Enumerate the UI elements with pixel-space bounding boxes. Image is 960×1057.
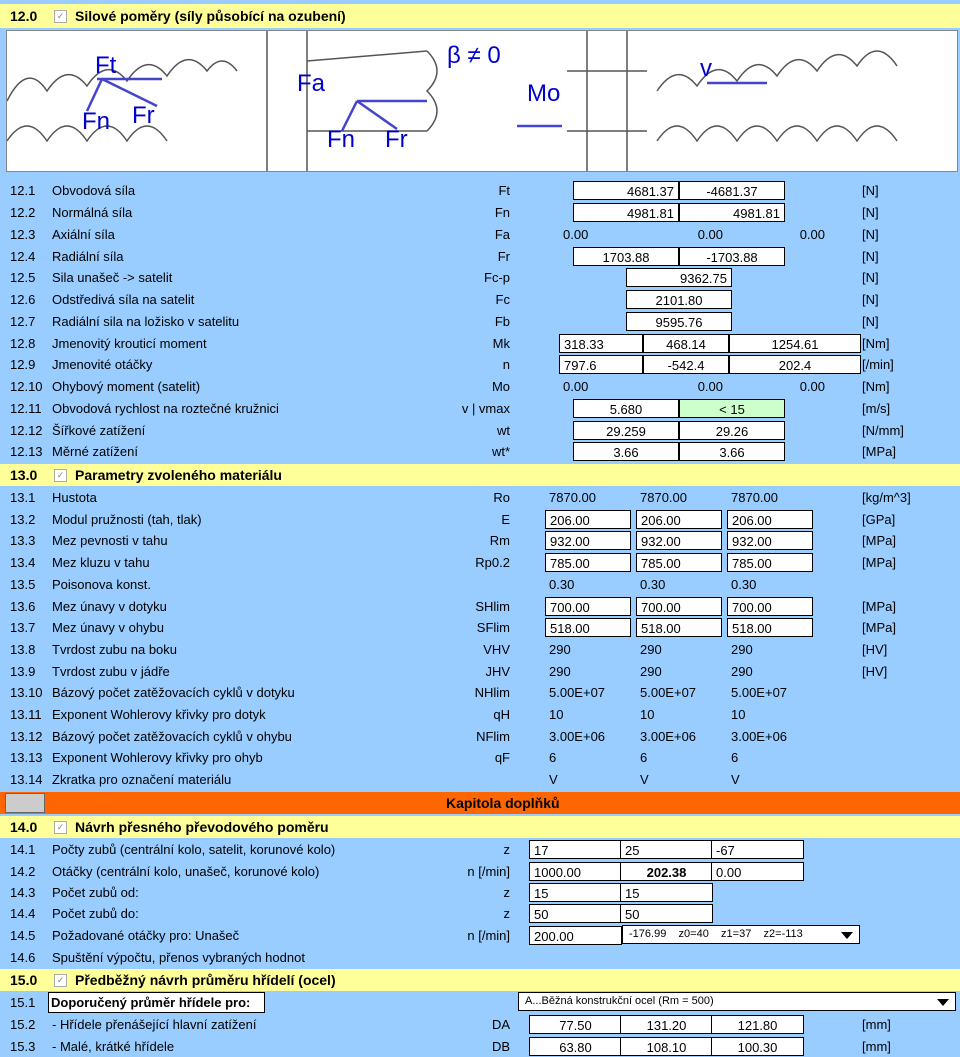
value-cell[interactable]: 1000.00 bbox=[529, 862, 622, 881]
row-number: 12.2 bbox=[10, 205, 36, 220]
row-symbol: n bbox=[502, 357, 510, 372]
row-symbol: Ft bbox=[498, 183, 510, 198]
section-checkbox[interactable]: ✓ bbox=[54, 974, 67, 987]
value-cell[interactable]: -4681.37 bbox=[679, 181, 785, 200]
row-symbol: z bbox=[503, 906, 510, 921]
value-cell[interactable]: 0.00 bbox=[563, 227, 589, 242]
row-number: 14.6 bbox=[10, 950, 36, 965]
row-number: 14.1 bbox=[10, 842, 36, 857]
value-cell[interactable]: 202.4 bbox=[729, 355, 861, 374]
table-row bbox=[0, 202, 960, 223]
value-cell[interactable]: 108.10 bbox=[620, 1037, 713, 1056]
row-number: 13.10 bbox=[10, 685, 43, 701]
value-cell[interactable]: -1703.88 bbox=[679, 247, 785, 266]
table-row bbox=[0, 180, 960, 201]
table-row bbox=[0, 596, 960, 617]
row-label: Exponent Wohlerovy křivky pro dotyk bbox=[52, 707, 266, 722]
section-checkbox[interactable]: ✓ bbox=[54, 821, 67, 834]
row-label: Mez kluzu v tahu bbox=[52, 555, 150, 571]
value-cell[interactable]: 4681.37 bbox=[573, 181, 679, 200]
row-unit: [N] bbox=[862, 249, 879, 264]
label-ft: Ft bbox=[95, 52, 117, 79]
row-unit: [MPa] bbox=[862, 555, 896, 571]
row-number: 14.3 bbox=[10, 885, 36, 900]
value-cell[interactable]: 6 bbox=[731, 750, 739, 766]
row-number: 12.10 bbox=[10, 379, 43, 394]
value-cell[interactable]: -67 bbox=[711, 840, 804, 859]
value-cell[interactable]: 3.00E+06 bbox=[731, 728, 788, 744]
row-label: Obvodová rychlost na roztečné kružnici bbox=[52, 401, 279, 416]
section-15-header bbox=[0, 969, 960, 991]
value-cell[interactable]: 0.00 bbox=[697, 379, 723, 394]
label-fn-2: Fn bbox=[327, 126, 356, 153]
value-cell[interactable]: 121.80 bbox=[711, 1015, 804, 1034]
value-cell[interactable]: 50 bbox=[620, 904, 713, 923]
row-label: Mez únavy v ohybu bbox=[52, 620, 165, 636]
value-cell[interactable]: 9595.76 bbox=[626, 312, 732, 331]
row-label: Měrné zatížení bbox=[52, 444, 138, 459]
row-unit: [Nm] bbox=[862, 379, 890, 394]
row-symbol: Fr bbox=[497, 249, 510, 264]
value-cell[interactable]: 206.00 bbox=[636, 510, 722, 529]
table-row bbox=[0, 661, 960, 682]
value-cell[interactable]: V bbox=[549, 772, 558, 788]
table-row bbox=[0, 882, 960, 903]
row-symbol: DA bbox=[491, 1017, 510, 1032]
row-number: 13.7 bbox=[10, 620, 36, 636]
row-symbol: Rm bbox=[489, 533, 510, 549]
row-symbol: Fn bbox=[494, 205, 510, 220]
value-cell[interactable]: 50 bbox=[529, 904, 622, 923]
row-symbol: Ro bbox=[493, 490, 510, 505]
value-cell[interactable]: 932.00 bbox=[636, 531, 722, 550]
row-number: 12.8 bbox=[10, 336, 36, 351]
table-row bbox=[0, 487, 960, 508]
row-number: 13.9 bbox=[10, 663, 36, 679]
row-label: Tvrdost zubu na boku bbox=[52, 641, 178, 657]
value-cell[interactable]: 1703.88 bbox=[573, 247, 679, 266]
value-cell[interactable]: 4981.81 bbox=[679, 203, 785, 222]
row-label: Modul pružnosti (tah, tlak) bbox=[52, 511, 202, 527]
value-cell[interactable]: 4981.81 bbox=[573, 203, 679, 222]
row-label: Bázový počet zatěžovacích cyklů v ohybu bbox=[52, 728, 292, 744]
table-row bbox=[0, 441, 960, 462]
row-unit: [N] bbox=[862, 270, 879, 285]
chevron-down-icon[interactable] bbox=[937, 999, 949, 1006]
table-row bbox=[0, 861, 960, 882]
table-row bbox=[0, 246, 960, 267]
table-row bbox=[0, 769, 960, 790]
table-row bbox=[0, 530, 960, 551]
gear-forces-figure bbox=[6, 30, 958, 172]
row-label: Jmenovitý krouticí moment bbox=[52, 336, 207, 351]
section-number: 14.0 bbox=[10, 819, 38, 835]
value-cell[interactable]: 0.00 bbox=[799, 379, 825, 394]
table-row bbox=[0, 726, 960, 747]
section-12-header bbox=[0, 4, 960, 28]
table-row bbox=[0, 1014, 960, 1035]
table-row bbox=[0, 747, 960, 768]
row-label: Sila unašeč -> satelit bbox=[52, 270, 173, 285]
value-cell[interactable]: 290 bbox=[549, 663, 571, 679]
value-cell[interactable]: 63.80 bbox=[529, 1037, 622, 1056]
steel-type-dropdown[interactable] bbox=[518, 992, 956, 1011]
row-number: 15.2 bbox=[10, 1017, 36, 1032]
value-cell[interactable]: 29.26 bbox=[679, 421, 785, 440]
value-cell[interactable]: V bbox=[640, 772, 649, 788]
row-label: Doporučený průměr hřídele pro: bbox=[48, 992, 265, 1013]
section-number: 15.0 bbox=[10, 972, 38, 988]
row-symbol: n [/min] bbox=[467, 928, 510, 943]
row-label: Tvrdost zubu v jádře bbox=[52, 663, 170, 679]
row-symbol: v | vmax bbox=[461, 401, 510, 416]
row-label: Spuštění výpočtu, přenos vybraných hodnot bbox=[52, 950, 305, 965]
row-number: 13.4 bbox=[10, 555, 36, 571]
value-cell[interactable]: -542.4 bbox=[643, 355, 729, 374]
table-row bbox=[0, 704, 960, 725]
value-cell[interactable]: 932.00 bbox=[727, 531, 813, 550]
table-row bbox=[0, 682, 960, 703]
label-mo: Mo bbox=[527, 80, 561, 107]
row-number: 13.8 bbox=[10, 641, 36, 657]
table-row bbox=[0, 224, 960, 245]
value-cell[interactable]: 797.6 bbox=[559, 355, 643, 374]
row-label: Otáčky (centrální kolo, unašeč, korunové kolo) bbox=[52, 864, 320, 879]
section-title: Silové poměry (síly působící na ozubení) bbox=[75, 8, 346, 24]
label-fr-2: Fr bbox=[385, 126, 408, 153]
row-symbol: Fa bbox=[494, 227, 510, 242]
row-symbol: Mo bbox=[491, 379, 510, 394]
row-number: 12.9 bbox=[10, 357, 36, 372]
row-symbol: Rp0.2 bbox=[475, 555, 510, 571]
value-cell[interactable]: 7870.00 bbox=[731, 490, 778, 505]
row-number: 13.14 bbox=[10, 772, 43, 788]
row-label: Normálná síla bbox=[52, 205, 133, 220]
value-cell[interactable]: 0.30 bbox=[549, 576, 575, 592]
value-cell[interactable]: < 15 bbox=[679, 399, 785, 418]
row-number: 13.6 bbox=[10, 598, 36, 614]
row-label: Šířkové zatížení bbox=[52, 423, 146, 438]
row-number: 12.7 bbox=[10, 314, 36, 329]
row-number: 12.1 bbox=[10, 183, 36, 198]
row-unit: [N] bbox=[862, 205, 879, 220]
row-unit: [mm] bbox=[862, 1039, 891, 1054]
table-row bbox=[0, 376, 960, 397]
value-cell[interactable]: 202.38 bbox=[620, 862, 713, 881]
value-cell[interactable]: 25 bbox=[620, 840, 713, 859]
row-number: 14.5 bbox=[10, 928, 36, 943]
value-cell[interactable]: 6 bbox=[549, 750, 557, 766]
dropdown-value: -176.99 z0=40 z1=37 z2=-113 bbox=[629, 928, 803, 940]
table-row bbox=[0, 947, 960, 968]
row-number: 13.3 bbox=[10, 533, 36, 549]
value-cell[interactable]: 29.259 bbox=[573, 421, 679, 440]
row-unit: [m/s] bbox=[862, 401, 891, 416]
value-cell[interactable]: 5.680 bbox=[573, 399, 679, 418]
value-cell[interactable]: 1254.61 bbox=[729, 334, 861, 353]
row-label: Mez únavy v dotyku bbox=[52, 598, 167, 614]
value-cell[interactable]: 10 bbox=[640, 707, 655, 722]
row-number: 15.1 bbox=[10, 995, 36, 1010]
value-cell[interactable]: 206.00 bbox=[545, 510, 631, 529]
row-number: 13.12 bbox=[10, 728, 43, 744]
table-row bbox=[0, 903, 960, 924]
row-number: 12.5 bbox=[10, 270, 36, 285]
row-symbol: NFlim bbox=[476, 728, 510, 744]
row-symbol: qF bbox=[494, 750, 510, 766]
row-label: Obvodová síla bbox=[52, 183, 136, 198]
row-symbol: NHlim bbox=[474, 685, 510, 701]
value-cell[interactable]: 518.00 bbox=[636, 618, 722, 637]
value-cell[interactable]: 290 bbox=[731, 663, 753, 679]
value-cell[interactable]: 100.30 bbox=[711, 1037, 804, 1056]
row-label: Odstředivá síla na satelit bbox=[52, 292, 195, 307]
chevron-down-icon[interactable] bbox=[841, 932, 853, 939]
value-cell[interactable]: 6 bbox=[640, 750, 648, 766]
row-symbol: VHV bbox=[483, 641, 510, 657]
label-fr-1: Fr bbox=[132, 102, 155, 129]
table-row bbox=[0, 398, 960, 419]
row-number: 15.3 bbox=[10, 1039, 36, 1054]
value-cell[interactable]: 131.20 bbox=[620, 1015, 713, 1034]
row-label: Mez pevnosti v tahu bbox=[52, 533, 168, 549]
table-row bbox=[0, 289, 960, 310]
section-checkbox[interactable]: ✓ bbox=[54, 469, 67, 482]
row-unit: [MPa] bbox=[862, 533, 896, 549]
table-row bbox=[0, 839, 960, 860]
label-fa: Fa bbox=[297, 70, 326, 97]
row-unit: [N] bbox=[862, 314, 879, 329]
row-unit: [MPa] bbox=[862, 598, 896, 614]
table-row bbox=[0, 639, 960, 660]
row-number: 12.13 bbox=[10, 444, 43, 459]
kapitola-label: Kapitola doplňků bbox=[446, 795, 560, 811]
value-cell[interactable]: 3.66 bbox=[573, 442, 679, 461]
row-label: Hustota bbox=[52, 490, 97, 505]
section-checkbox[interactable]: ✓ bbox=[54, 10, 67, 23]
row-label: Exponent Wohlerovy křivky pro ohyb bbox=[52, 750, 263, 766]
value-cell[interactable]: 3.66 bbox=[679, 442, 785, 461]
row-label: Jmenovité otáčky bbox=[52, 357, 153, 372]
table-row bbox=[0, 311, 960, 332]
row-number: 12.4 bbox=[10, 249, 36, 264]
table-row bbox=[0, 509, 960, 530]
value-cell[interactable]: 15 bbox=[620, 883, 713, 902]
row-symbol: JHV bbox=[485, 663, 510, 679]
row-label: - Malé, krátké hřídele bbox=[52, 1039, 175, 1054]
value-cell[interactable]: 10 bbox=[731, 707, 746, 722]
row-number: 12.3 bbox=[10, 227, 36, 242]
value-cell[interactable]: 200.00 bbox=[529, 926, 622, 945]
label-beta: β ≠ 0 bbox=[447, 42, 501, 69]
row-unit: [HV] bbox=[862, 663, 888, 679]
row-number: 12.6 bbox=[10, 292, 36, 307]
row-label: Počty zubů (centrální kolo, satelit, korunové kolo) bbox=[52, 842, 336, 857]
table-row bbox=[0, 574, 960, 595]
value-cell[interactable]: 9362.75 bbox=[626, 268, 732, 287]
value-cell[interactable]: 785.00 bbox=[727, 553, 813, 572]
row-unit: [Nm] bbox=[862, 336, 890, 351]
table-row bbox=[0, 354, 960, 375]
row-symbol: Fc bbox=[495, 292, 510, 307]
row-number: 12.12 bbox=[10, 423, 43, 438]
row-label: Bázový počet zatěžovacích cyklů v dotyku bbox=[52, 685, 295, 701]
table-row bbox=[0, 333, 960, 354]
table-row bbox=[0, 617, 960, 638]
row-unit: [HV] bbox=[862, 641, 888, 657]
value-cell[interactable]: 2101.80 bbox=[626, 290, 732, 309]
row-label: Počet zubů od: bbox=[52, 885, 139, 900]
row-symbol: SHlim bbox=[475, 598, 510, 614]
table-row bbox=[0, 552, 960, 573]
value-cell[interactable]: 290 bbox=[731, 641, 753, 657]
value-cell[interactable]: 7870.00 bbox=[640, 490, 687, 505]
kapitola-band bbox=[0, 792, 960, 814]
value-cell[interactable]: 290 bbox=[640, 663, 662, 679]
row-symbol: Fc-p bbox=[484, 270, 510, 285]
section-title: Návrh přesného převodového poměru bbox=[75, 819, 329, 835]
row-label: Axiální síla bbox=[52, 227, 115, 242]
row-unit: [N] bbox=[862, 227, 879, 242]
value-cell[interactable]: 206.00 bbox=[727, 510, 813, 529]
value-cell[interactable]: 468.14 bbox=[643, 334, 729, 353]
value-cell[interactable]: 0.00 bbox=[697, 227, 723, 242]
value-cell[interactable]: 518.00 bbox=[545, 618, 631, 637]
label-v: v bbox=[700, 55, 712, 82]
row-label: Ohybový moment (satelit) bbox=[52, 379, 201, 394]
row-symbol: qH bbox=[493, 707, 510, 722]
row-symbol: SFlim bbox=[476, 620, 510, 636]
gear-forces-diagram bbox=[7, 31, 957, 171]
value-cell[interactable]: 15 bbox=[529, 883, 622, 902]
row-label: Radiální síla bbox=[52, 249, 124, 264]
row-symbol: E bbox=[501, 511, 510, 527]
row-number: 13.11 bbox=[10, 707, 42, 722]
table-row bbox=[0, 1036, 960, 1057]
row-number: 13.1 bbox=[10, 490, 36, 505]
dropdown-value: A...Běžná konstrukční ocel (Rm = 500) bbox=[525, 995, 714, 1007]
value-cell[interactable]: 5.00E+07 bbox=[731, 685, 788, 701]
row-unit: [MPa] bbox=[862, 444, 896, 459]
value-cell[interactable]: 700.00 bbox=[727, 597, 813, 616]
value-cell[interactable]: 3.00E+06 bbox=[640, 728, 697, 744]
row-symbol: Mk bbox=[492, 336, 510, 351]
row-unit: [N/mm] bbox=[862, 423, 904, 438]
value-cell[interactable]: 0.30 bbox=[731, 576, 757, 592]
section-title: Předběžný návrh průměru hřídelí (ocel) bbox=[75, 972, 336, 988]
value-cell[interactable]: 7870.00 bbox=[549, 490, 596, 505]
table-row bbox=[0, 420, 960, 441]
row-label: Počet zubů do: bbox=[52, 906, 139, 921]
value-cell[interactable]: 0.00 bbox=[711, 862, 804, 881]
section-13-header bbox=[0, 464, 960, 486]
value-cell[interactable]: 700.00 bbox=[636, 597, 722, 616]
section-title: Parametry zvoleného materiálu bbox=[75, 467, 282, 483]
row-symbol: wt bbox=[497, 423, 510, 438]
value-cell[interactable]: 5.00E+07 bbox=[640, 685, 697, 701]
value-cell[interactable]: 0.00 bbox=[799, 227, 825, 242]
row-number: 12.11 bbox=[10, 401, 42, 416]
kapitola-button[interactable] bbox=[5, 793, 45, 813]
value-cell[interactable]: 785.00 bbox=[545, 553, 631, 572]
row-label: Radiální sila na ložisko v satelitu bbox=[52, 314, 240, 329]
row-symbol: wt* bbox=[491, 444, 510, 459]
row-number: 13.5 bbox=[10, 576, 36, 592]
value-cell[interactable]: 3.00E+06 bbox=[549, 728, 606, 744]
value-cell[interactable]: 77.50 bbox=[529, 1015, 622, 1034]
row-unit: [kg/m^3] bbox=[862, 490, 911, 505]
row-symbol: z bbox=[503, 885, 510, 900]
row-unit: [MPa] bbox=[862, 620, 896, 636]
value-cell[interactable]: 5.00E+07 bbox=[549, 685, 606, 701]
row-unit: [mm] bbox=[862, 1017, 891, 1032]
value-cell[interactable]: 518.00 bbox=[727, 618, 813, 637]
row-number: 14.4 bbox=[10, 906, 36, 921]
label-fn-1: Fn bbox=[82, 108, 111, 135]
row-unit: [GPa] bbox=[862, 511, 896, 527]
row-symbol: Fb bbox=[494, 314, 510, 329]
row-number: 14.2 bbox=[10, 864, 36, 879]
value-cell[interactable]: 932.00 bbox=[545, 531, 631, 550]
value-cell[interactable]: 785.00 bbox=[636, 553, 722, 572]
row-symbol: z bbox=[503, 842, 510, 857]
rotation-solution-dropdown[interactable] bbox=[622, 925, 860, 944]
value-cell[interactable]: 0.00 bbox=[563, 379, 589, 394]
value-cell[interactable]: 10 bbox=[549, 707, 564, 722]
row-label: Zkratka pro označení materiálu bbox=[52, 772, 232, 788]
value-cell[interactable]: 700.00 bbox=[545, 597, 631, 616]
value-cell[interactable]: 290 bbox=[549, 641, 571, 657]
row-unit: [/min] bbox=[862, 357, 894, 372]
section-number: 13.0 bbox=[10, 467, 38, 483]
row-unit: [N] bbox=[862, 183, 879, 198]
value-cell[interactable]: 17 bbox=[529, 840, 622, 859]
value-cell[interactable]: 290 bbox=[640, 641, 662, 657]
row-label: Poisonova konst. bbox=[52, 576, 152, 592]
value-cell[interactable]: 318.33 bbox=[559, 334, 643, 353]
section-number: 12.0 bbox=[10, 8, 38, 24]
row-label: Požadované otáčky pro: Unašeč bbox=[52, 928, 240, 943]
row-number: 13.13 bbox=[10, 750, 43, 766]
row-number: 13.2 bbox=[10, 511, 36, 527]
row-label: - Hřídele přenášející hlavní zatížení bbox=[52, 1017, 257, 1032]
row-unit: [N] bbox=[862, 292, 879, 307]
table-row bbox=[0, 267, 960, 288]
row-symbol: DB bbox=[491, 1039, 510, 1054]
value-cell[interactable]: 0.30 bbox=[640, 576, 666, 592]
value-cell[interactable]: V bbox=[731, 772, 740, 788]
section-14-header bbox=[0, 816, 960, 838]
row-symbol: n [/min] bbox=[467, 864, 510, 879]
